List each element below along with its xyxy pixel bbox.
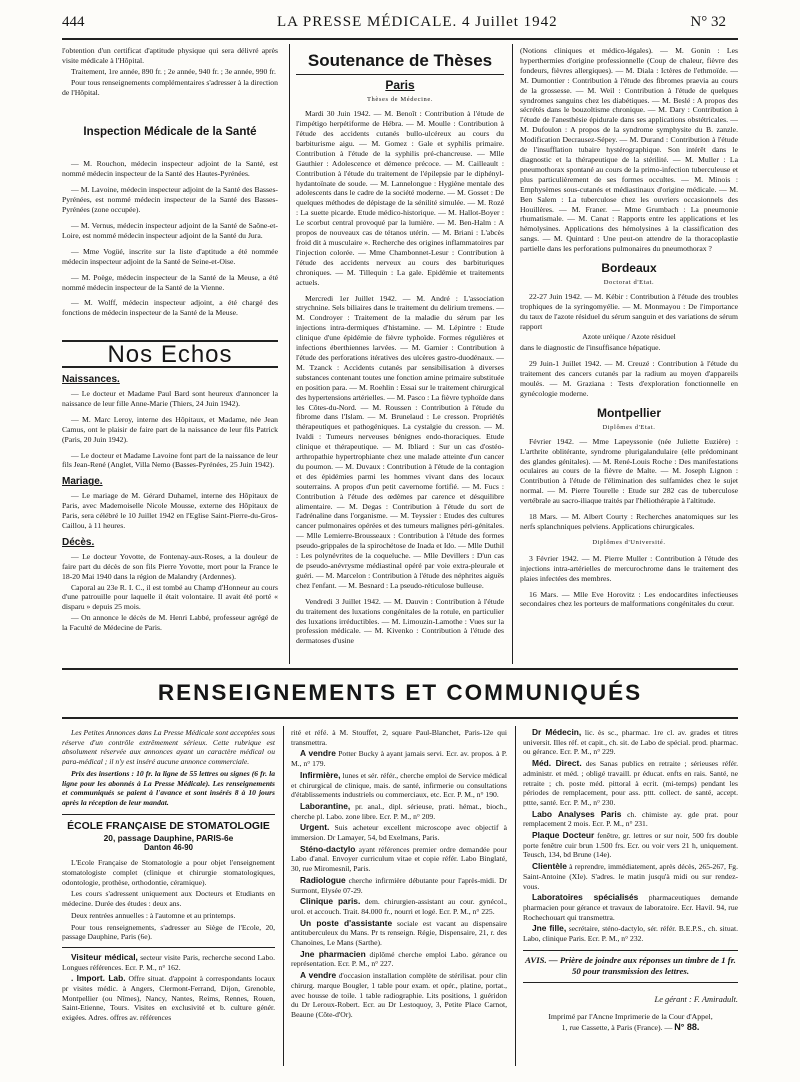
ad-label: Clientèle bbox=[532, 861, 567, 872]
bordeaux-paragraph: 29 Juin-1 Juillet 1942. — M. Creuzé : Contribution à l'étude du traitement des cancers cutanés par la radium au moyen d'appareils moulés. — M. Graziana : Tests d'exploration fonctionnelle en gynécologie moderne. bbox=[520, 359, 738, 398]
ad-label: Laboratoires spécialisés bbox=[532, 892, 639, 903]
ad-text: Offre situat. d'appoint à correspondants locaux pr visites médic. à Angers, Clermont-Ferrand, Dijon, Grenoble, Montpellier (ou Nîmes), Nancy, Nantes, Reims, Rennes, Rouen, Saint-Etienne, Tours. Visites en exclusivité et b. culture génér. exigées. Adres. offres av. références bbox=[62, 974, 275, 1023]
classified-ad bbox=[523, 862, 738, 891]
ad-text: ayant références premier ordre demandée pour Labo d'anal. Envoyer curriculum vitae et copie référ. Labo Binglaté, 30, rue Miromesnil, Paris. bbox=[291, 844, 507, 874]
naissances-heading: Naissances. bbox=[62, 374, 120, 386]
ad-label: Sténo-dactylo bbox=[300, 843, 356, 854]
montpellier-paragraph: 18 Mars. — M. Albert Courty : Recherches anatomiques sur les nerfs splanchniques pelviens. Applications chirurgicales. bbox=[520, 512, 738, 531]
bottom-column-2 bbox=[291, 728, 507, 1068]
ad-label: Laborantine, bbox=[300, 800, 351, 811]
classified-ad bbox=[523, 924, 738, 943]
inspection-paragraph: — M. Vernus, médecin inspecteur adjoint de la Santé de Saône-et-Loire, est nommé médecin inspecteur adjoint de la Santé du Jura. bbox=[62, 220, 278, 240]
montpellier-paragraph: 3 Février 1942. — M. Pierre Muller : Contribution à l'étude des injections intra-artérielles de mercurochrome dans le traitement des plaies infectées des membres. bbox=[520, 553, 738, 583]
ad-label: Un poste d'assistante bbox=[300, 917, 393, 928]
classified-ad bbox=[291, 919, 507, 948]
ad-label: Infirmière, bbox=[300, 769, 341, 780]
page-number: 444 bbox=[62, 14, 85, 30]
classified-ad bbox=[523, 893, 738, 922]
ad-label: . Import. Lab. bbox=[71, 973, 126, 984]
classified-ad bbox=[291, 897, 507, 916]
theses-heading: Soutenance de Thèses bbox=[307, 51, 493, 70]
ad-text: ch. chimiste ay. gde prat. pour remplacement 2 mois. Ecr. P. M., n° 231. bbox=[523, 809, 738, 829]
middle-column bbox=[296, 46, 504, 664]
theses-day-paragraph: Mercredi 1er Juillet 1942. — M. André : L'association strychnine. Sels biliaires dans le traitement du delirium tremens. — M. Condroyer : Traitement de la maladie du sérum par les injections intra-dermiques d'histamine. — M. Lépintre : Etude clinique d'une épidémie de fièvre typhoïde. Formes régulières et infections éberthiennes larvées. — M. Garnier : Contribution à l'étude des perforations itératives des ulcères gastro-duodénaux. — M. Tzanck : Accidents cutanés par sensibilisation à diverses substances contenant toutes une fonction amine primaire substituée en position para. — M. Roehlin : Essai sur le traitement chirurgical des hypertensions artérielles. — M. Pasco : La fièvre typhoïde dans les Côtes-du-Nord. — M. Roussen : Contribution à l'étude du fibrome dans l'Islam. — M. Brunelaud : Le cresson. Propriétés thérapeutiques et pathogéniques. La cystalgie du cresson. — M. Ivaldi : Tumeurs nerveuses bénignes endo-thoraciques. Etude clinique et thérapeutique. — M. Ibliard : Sur un cas d'ostéo-arthropathie hypertrophiante chez une malade atteinte d'un cancer du poumon. — M. Duvaux : Contribution à l'étude de la contagion et des épidémies parmi les hommes vivant dans des locaux souterrains. A propos d'un petit cavernome fortifié. — M. Fucs : Contribution à l'étude des œdèmes par carence et désquilibre alimentaire. — M. Degas : Contribution à l'étude du sort de l'adrénaline dans l'organisme. — M. Teyssier : Etudes des cultures cancer pulmonaires opérées et des tumeurs malignes péri-génitales. — Mlle Lemierre-Brousseaux : Contribution à l'étude des formes pseudo-grippales de la spirochétose de Inada et Ido. — Mlle Duthil : Les polynévrites de la coqueluche. — Mlle Devillers : D'un cas de pseudo-anévrysme médiastinal opéré par voie extra-pleurale et guéri. — M. Marcelon : Contribution à l'étude des néphrites aiguës chez l'enfant. — M. Besnard : La pseudo-réticulose bulleuse. bbox=[296, 293, 504, 590]
school-paragraph: Deux rentrées annuelles : à l'automne et au printemps. bbox=[71, 910, 236, 920]
bordeaux-paragraph: dans le diagnostic de l'insuffisance hépatique. bbox=[520, 343, 661, 353]
column-divider-1 bbox=[289, 44, 290, 664]
ad-text: secrétaire, sténo-dactylo, sér. référ. B.E.P.S., ch. situat. Labo, clinique Paris. Ecr. P. M., n° 232. bbox=[523, 924, 738, 944]
ad-text: Potter Bucky à ayant jamais servi. Ecr. av. propos. à P. M., n° 179. bbox=[291, 749, 507, 769]
deces-heading: Décès. bbox=[62, 536, 95, 548]
imprint-line bbox=[523, 1022, 738, 1033]
city-montpellier-heading: Montpellier bbox=[596, 405, 661, 420]
avis-rule bbox=[523, 982, 738, 983]
ad-text: lic. ès sc., pharmac. 1re cl. av. grades et titres universit. Illes réf. et capit., ch. sit. de Labo de spécial. prod. pharmac. ou gérance. Ecr. P. M., n° 229. bbox=[523, 728, 738, 757]
deces-notice: — Le docteur Yovotte, de Fontenay-aux-Roses, a la douleur de faire part du décès de son fils Pierre Yovotte, mort pour la France le 18-20 Mai 1940 dans la région de Malandry (Ardennes). bbox=[62, 551, 278, 581]
classified-ad bbox=[291, 950, 507, 969]
classified-ad bbox=[291, 823, 507, 842]
intro-paragraph: Pour tous renseignements complémentaires s'adresser à la direction de l'Hôpital. bbox=[62, 77, 278, 97]
ad-label: Dr Médecin, bbox=[532, 728, 582, 737]
ad-text: pr. anal., dipl. sérieuse, prati. hémat., bioch., cherche pl. Labo. zone libre. Ecr. P. M., n° 209. bbox=[291, 801, 507, 821]
ad-text: secteur visite Paris, recherche second Labo. Longues références. Ecr. P. M., n° 162. bbox=[62, 952, 275, 972]
bottom-column-3 bbox=[523, 728, 738, 1068]
inspection-paragraph: — M. Lavoine, médecin inspecteur adjoint de la Santé des Basses-Pyrénées, est nommé médecin inspecteur de la Santé des Basses-Pyrénées (zone occupée). bbox=[62, 185, 278, 215]
gerant-line: Le gérant : F. Amiradult. bbox=[654, 994, 738, 1004]
theses-rule bbox=[296, 74, 504, 76]
naissance-notice: — Le docteur et Madame Paul Bard sont heureux d'annoncer la naissance de leur fille Anne-Marie (Thiers, 24 Juin 1942). bbox=[62, 389, 278, 408]
montpellier-degree: Diplômes d'Etat. bbox=[602, 423, 656, 431]
ad-text: cherche infirmière débutante pour l'après-midi. Dr Surmont, Elysée 07-29. bbox=[291, 875, 507, 895]
school-address: 20, passage Dauphine, PARIS-6e bbox=[103, 832, 234, 843]
running-head bbox=[62, 14, 726, 36]
ad-label: Radiologue bbox=[300, 874, 346, 885]
school-phone: Danton 46-90 bbox=[144, 842, 193, 852]
ad-label: Labo Analyses Paris bbox=[532, 808, 622, 819]
ad-text: pharmaceutiques demande pharmacien pour gérance et travaux de laboratoire. Ecr. Havil. 94, rue Rochechouart qui transmettra. bbox=[523, 893, 738, 922]
deces-notice: — On annonce le décès de M. Henri Labbé, professeur agrégé de la Faculté de Médecine de Paris. bbox=[62, 613, 278, 633]
ad-text: sociale est vacant au dispensaire antituberculeux du Mans. Pr ts renseign. Régie, Dispensaire, 21, r. des Chanoines, Le Mans (Sarthe). bbox=[291, 918, 507, 948]
ad-text: des Sanas publics en retraite ; sérieuses référ. administr. et méd. ; obligé travaill. pr éducat. enfts en rais. Santé, ne retraite ; ch. poste méd. pittoral à ecrit. (mi-temps) pendant les périodes de remplacement, pour ass. pttt. collect. de santé, accept. pttte, santé. Ecr. P. M., n° 230. bbox=[523, 759, 738, 807]
inspection-paragraph: — M. Wolff, médecin inspecteur adjoint, a été chargé des fonctions de médecin inspecteur de la Santé de la Meuse. bbox=[62, 298, 278, 318]
ad-label: Visiteur médical, bbox=[71, 951, 138, 962]
ad-text: rité et réfé. à M. Stouffet, 2, square Paul-Blanchet, Paris-12e qui transmettra. bbox=[291, 728, 507, 747]
inspection-paragraph: — M. Rouchon, médecin inspecteur adjoint de la Santé, est nommé médecin inspecteur de la Santé des Hautes-Pyrénées. bbox=[62, 159, 278, 179]
classified-ad bbox=[523, 728, 738, 757]
montpellier-paragraph: Février 1942. — Mme Lapeyssonie (née Juliette Euzière) : L'arthrite oblitérante, syndrome plurigalandulaire (elle prédominant des glandes génitales). — M. René-Louis Roche : Des manifestations oculaires au cours de la fièvre de Malte. — M. Joseph Lignon : Contribution à l'étude de l'élimination des sulfamides chez le sujet normal. — M. Pierre Tourelle : Etude sur 282 cas de tuberculose vertébrale au sacro-iliaque traités par l'héliothérapie à l'altitude. bbox=[520, 436, 738, 506]
ad-text: dem. chirurgien-assistant au cour. gynécol., urol. et accouch. Trait. 84.000 fr., nourri et logé. Ecr. P. M., n° 225. bbox=[291, 897, 507, 916]
classified-ad bbox=[62, 953, 275, 972]
bordeaux-paragraph: 22-27 Juin 1942. — M. Kébir : Contribution à l'étude des troubles trophiques de la syringomyélie. — M. Monmayou : De l'importance du taux de l'azote résiduel du sérum sanguin et des variations de sérum rapport bbox=[520, 291, 738, 331]
mariage-notice: — Le mariage de M. Gérard Duhamel, interne des Hôpitaux de Paris, avec Mademoiselle Nicole Mousse, externe des Hôpitaux de Paris, sera célébré le 10 Juillet 1942 en l'Eglise Saint-Pierre-du-Gros-Caillou, à 11 heures. bbox=[62, 491, 278, 530]
school-paragraph: Pour tous renseignements, s'adresser au Siège de l'Ecole, 20, passage Dauphine, Paris (6e). bbox=[62, 922, 275, 942]
imprint-line: Imprimé par l'Ancne Imprimerie de la Cour d'Appel, bbox=[548, 1012, 713, 1022]
ad-text: diplômé cherche emploi Labo. gérance ou représentation. Ecr. P. M., n° 227. bbox=[291, 949, 507, 969]
bordeaux-fraction: Azote uréique / Azote résiduel bbox=[582, 332, 676, 342]
inspection-heading: Inspection Médicale de la Santé bbox=[83, 125, 257, 138]
bottom-divider-1 bbox=[283, 726, 284, 1066]
journal-title: LA PRESSE MÉDICALE. 4 Juillet 1942 bbox=[277, 14, 558, 30]
avis-notice: AVIS. — Prière de joindre aux réponses un timbre de 1 fr. 50 pour transmission des lettres. bbox=[525, 954, 736, 976]
tarifs-paragraph: Prix des insertions : 10 fr. la ligne de 55 lettres ou signes (6 fr. la ligne pour les abonnés à La Presse Médicale). Les renseignements et communiqués se paient à l'avance et sont insérés 8 à 10 jours après la réception de leur mandat. bbox=[62, 768, 275, 807]
city-bordeaux-heading: Bordeaux bbox=[601, 261, 657, 276]
petites-annonces-intro: Les Petites Annonces dans La Presse Médicale sont acceptées sous réserve d'un contrôle extrêmement sérieux. Cette rubrique est absolument réservée aux annonces ayant un caractère médical ou para-médical ; il n'y est inséré aucune annonce commerciale. bbox=[62, 728, 275, 767]
ad-label: Méd. Direct. bbox=[532, 758, 582, 769]
intro-paragraph: l'obtention d'un certificat d'aptitude physique qui sera délivré après visite médicale à l'Hôpital. bbox=[62, 46, 278, 65]
classified-ad bbox=[523, 759, 738, 808]
imprint-block bbox=[523, 1012, 738, 1033]
inspection-paragraph: — Mme Vogüé, inscrite sur la liste d'aptitude a été nommée médecin inspecteur adjoint de la Santé de Seine-et-Oise. bbox=[62, 246, 278, 266]
city-paris-heading: Paris bbox=[385, 78, 415, 93]
bottom-divider-2 bbox=[515, 726, 516, 1066]
naissance-notice: — Le docteur et Madame Lavoine font part de la naissance de leur fils Jean-René (Anglet, Villa Nemo (Basses-Pyrénées, 25 Juin 1942). bbox=[62, 450, 278, 470]
classified-ad bbox=[291, 845, 507, 874]
ad-text: Suis acheteur excellent microscope avec objectif à immersion. Dr Lamayer, 54, bd Exelmans, Paris. bbox=[291, 823, 507, 843]
classified-ad bbox=[523, 810, 738, 829]
classified-ad bbox=[291, 749, 507, 768]
head-rule bbox=[62, 38, 738, 40]
section-rule-top bbox=[62, 668, 738, 670]
classified-ad bbox=[523, 831, 738, 860]
degree-heading: Thèses de Médecine. bbox=[366, 96, 434, 104]
school-title: ÉCOLE FRANÇAISE DE STOMATOLOGIE bbox=[62, 814, 275, 833]
classified-ad bbox=[291, 876, 507, 895]
montpellier-subheading: Diplômes d'Université. bbox=[592, 538, 666, 546]
classified-ad bbox=[62, 974, 275, 1023]
left-column bbox=[62, 46, 278, 664]
section-rule-bottom bbox=[62, 717, 738, 719]
column-divider-2 bbox=[512, 44, 513, 664]
ad-label: Jne fille, bbox=[532, 923, 567, 934]
ad-label: Urgent. bbox=[300, 822, 330, 833]
classified-ad bbox=[291, 771, 507, 800]
deces-notice: Caporal au 23e R. I. C., il est tombé au Champ d'Honneur au cours d'une patrouille pour laquelle il était volontaire. Il avait été porté « disparu » depuis 25 mois. bbox=[62, 582, 278, 612]
school-paragraph: L'Ecole Française de Stomatologie a pour objet l'enseignement stomatologiste complet (clinique et chirurgie stomatologiques, odontologie, prothèse, orthodontie, céramique). bbox=[62, 858, 275, 887]
ad-label: Jne pharmacien bbox=[300, 948, 366, 959]
ad-label: Plaque Docteur bbox=[532, 830, 595, 841]
ad-label: Clinique paris. bbox=[300, 896, 361, 907]
ad-label: A vendre bbox=[300, 970, 337, 981]
bottom-column-1 bbox=[62, 728, 275, 1068]
issue-number: N° 32 bbox=[690, 14, 726, 30]
ad-text: d'occasion installation complète de stérilisat. pour clin chirurg. marque Bougler, 1 table pour exam. et opér., platine, portat., avec housse de toile. 1 table radiographie. Lits positions, 1 guéridon du Dr Leroux-Robert. Ecr. au Dr Lestoquoy, 3, Petite Place Carnot, Beaune (Côte-d'Or). bbox=[291, 971, 507, 1019]
montpellier-paragraph: 16 Mars. — Mlle Eve Horovitz : Les endocardites infectieuses secondaires chez les porteurs de malformations congénitales du cœur. bbox=[520, 589, 738, 609]
paris-continuation: (Notions cliniques et médico-légales). — M. Gonin : Les hyperthermies d'origine professionnelle (Coup de chaleur, fièvre des fondeurs, fièvres allergiques). — M. Diala : Ictères de l'ethmoïde. — M. Dumontier : Contribution à l'étude des fibromes praevia au cours de la grossesse. — M. Weil : Contribution à l'étude de quelques syndromes sanguins chez les diabétiques. — M. Beslé : A propos des sécrétés dans le bouzoltisme chronique. — M. Dary : Contribution à l'étude de l'anesthésie épidurale dans ses applications obstétricales. — M. Dufoulon : A propos de la syndrome symphysite du B. zanzle. Modification Decrausez-Sépey. — M. Durand : Contribution à l'étude de l'insufflation tubaire hystérographique. Son intérêt dans le diagnostic et la thérapeutique de la stérilité. — M. Muller : La pneumothorax spontané au cours de la primo-infection tuberculeuse et plus particulièrement de ses formes occultes. — M. Minois : Emphysèmes sous-cutanés et médiastinaux d'origine médicale. — M. Ben Salem : La tuberculose chez les ouvriers occasionnels des Houillères. — M. Franer. — Mme Grumbach : La pneumonie rhumatismale. — M. Canat : Rapports entre les applications et les hémolysines. Applications des hémolysines à la classification des sangs. — M. Quintard : Une peut-on attendre de la thoracoplastie partielle dans les perforations pulmonaires du pneumothorax ? bbox=[520, 46, 738, 254]
mariage-heading: Mariage. bbox=[62, 476, 103, 488]
ad-text: à reprendre, immédiatement, après décès, 265-267, Fg. Saint-Antoine (XIe). S'adres. le matin jusqu'à midi ou sur rendez-vous. bbox=[523, 862, 738, 891]
ad-text: fenêtre, gr. lettres or sur noir, 500 frs double porte fenêtre cuir brun 1.500 frs. Ecr. ou voir vers 21 h, uniquement. Teusch, 134, bd Brune (14e). bbox=[523, 831, 738, 860]
school-rule bbox=[62, 947, 275, 948]
imprint-number: N° 88. bbox=[674, 1022, 700, 1033]
avis-rule bbox=[523, 950, 738, 951]
classified-ad bbox=[291, 802, 507, 821]
theses-day-paragraph: Vendredi 3 Juillet 1942. — M. Dauvin : Contribution à l'étude du traitement des luxations congénitales de la rotule, en particulier des luxations irréductibles. — M. Limouzin-Lamothe : Vues sur la profession médicale. — M. Kivenko : Contribution à l'étude des dermatoses d'usine bbox=[296, 596, 504, 646]
naissance-notice: — M. Marc Leroy, interne des Hôpitaux, et Madame, née Jean Camus, ont le plaisir de faire part de la naissance de leur fils Patrick (Paris, 20 Juin 1942). bbox=[62, 414, 278, 444]
theses-day-paragraph: Mardi 30 Juin 1942. — M. Benoît : Contribution à l'étude de l'impétigo herpétiforme de Hébra. — M. Moulle : Contribution à l'étude des accidents cutanés bullo-ulcéreux au cours du barbiturisme aigu. — M. Gomez : Gale et syphilis primaire. Contribution à l'étude de la syphilis pré-chancreuse. — Mlle Gauthier : Adolescence et démence précoce. — M. Cailleault : Contribution à l'étude du traitement de l'épilepsie par le diphényl-hydantoïnate de soude. — M. Lannelongue : Hygiène mentale des adolescents dans le cadre de la société moderne. — M. Gosset : De quelques méthodes de dépistage de la sénilité simulée. — M. Rozé : La suette picarde. Etude médico-historique. — M. Hallot-Boyer : Le scorbut central provoqué par la lumière. — M. Ben-Halm : A propos de nouveaux cas de tétanos utérin. — M. Briani : L'abcès froid dit à musculaire ». Recherche des origines inflammatoires par l'injection colorée. — Mme Chambonnet-Lesur : Contribution à l'étude des accidents nerveux au cours des barbituriques chroniques. — M. Tillequin : La gale. Epidémie et traitements actuels. bbox=[296, 109, 504, 287]
bordeaux-degree: Doctorat d'Etat. bbox=[603, 278, 655, 286]
right-column bbox=[520, 46, 738, 664]
echos-heading: Nos Echos bbox=[62, 340, 278, 368]
school-paragraph: Les cours s'adressent uniquement aux Docteurs et Etudiants en médecine. Durée des études : deux ans. bbox=[62, 889, 275, 909]
intro-paragraph: Traitement, 1re année, 890 fr. ; 2e année, 940 fr. ; 3e année, 990 fr. bbox=[71, 66, 276, 76]
imprint-address: 1, rue Cassette, à Paris (France). — bbox=[561, 1023, 673, 1033]
renseignements-heading: RENSEIGNEMENTS ET COMMUNIQUÉS bbox=[157, 680, 643, 705]
ad-text: lunes et sér. référ., cherche emploi de Service médical et chirurgical de clinique, mais. de santé, infirmerie ou consultations d'établissements industriels ou commerciaux, etc. Ecr. P. M., n° 190. bbox=[291, 770, 507, 800]
ad-label: A vendre bbox=[300, 748, 336, 759]
classified-ad bbox=[291, 971, 507, 1020]
inspection-paragraph: — M. Poège, médecin inspecteur de la Santé de la Meuse, a été nommé médecin inspecteur de la Santé de la Vienne. bbox=[62, 272, 278, 292]
classified-ad bbox=[291, 728, 507, 747]
